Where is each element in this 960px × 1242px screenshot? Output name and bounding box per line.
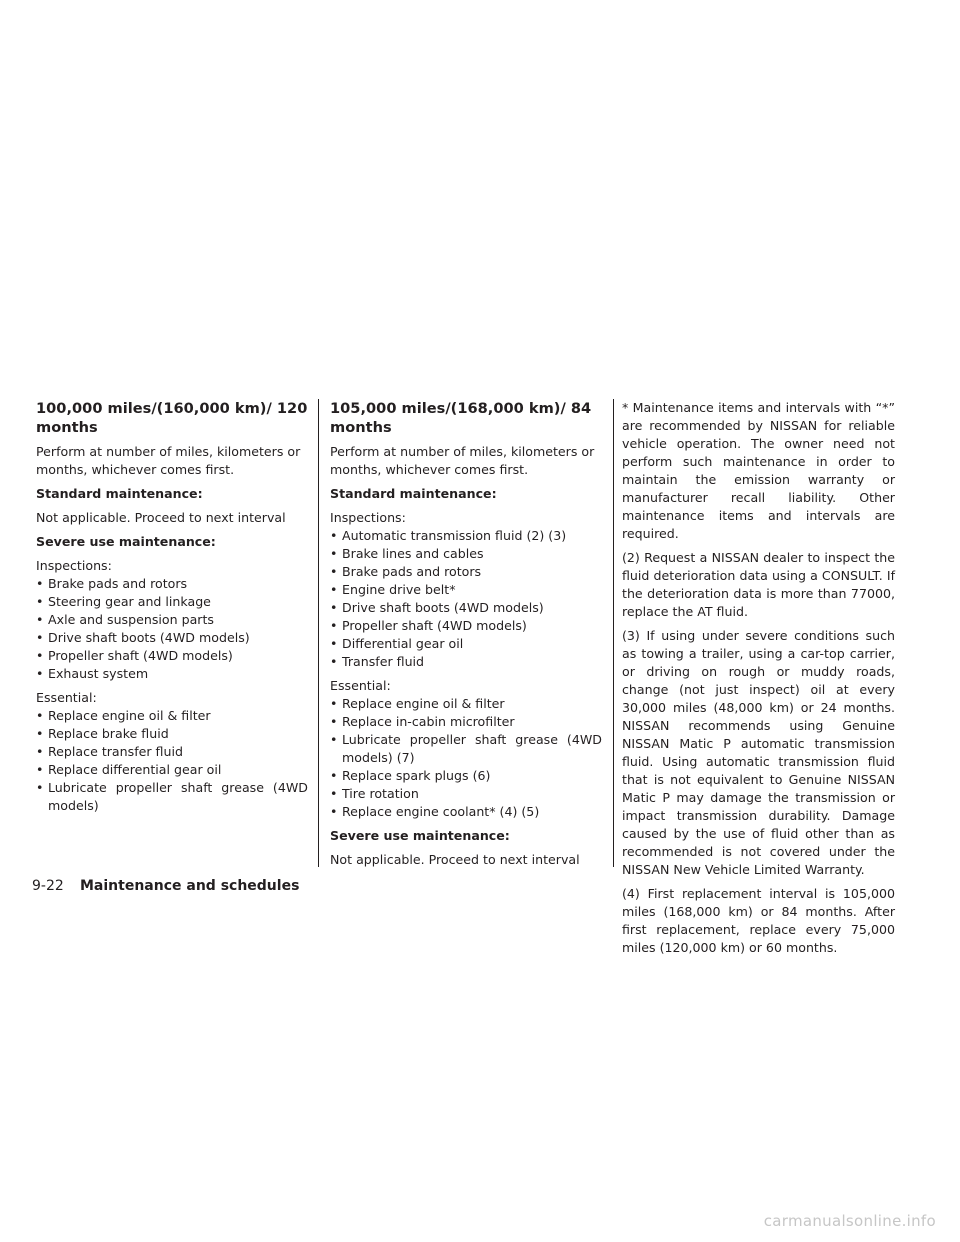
list-item: • Drive shaft boots (4WD models): [36, 629, 308, 647]
list-item: • Drive shaft boots (4WD models): [330, 599, 602, 617]
list-item: • Tire rotation: [330, 785, 602, 803]
standard-maintenance-label: Standard maintenance:: [36, 486, 203, 501]
essential-label: Essential:: [36, 690, 97, 705]
list-item: • Steering gear and linkage: [36, 593, 308, 611]
column-divider-2: [613, 399, 614, 867]
footnote-asterisk: * Maintenance items and intervals with “*” are recommended by NISSAN for reliable vehicle operation. The owner need not perform such maintenance in order to maintain the emission warranty or manufacturer recall liability. Other maintenance items and intervals are required.: [622, 400, 895, 541]
inspections-list: [36, 575, 308, 683]
list-item: • Replace engine oil & filter: [330, 695, 602, 713]
severe-maintenance-text: Not applicable. Proceed to next interval: [330, 852, 580, 867]
interval-heading: 105,000 miles/(168,000 km)/ 84 months: [330, 400, 592, 436]
list-item: • Automatic transmission fluid (2) (3): [330, 527, 602, 545]
list-item: • Brake pads and rotors: [36, 575, 308, 593]
list-item: • Replace brake fluid: [36, 725, 308, 743]
interval-heading: 100,000 miles/(160,000 km)/ 120 months: [36, 400, 308, 436]
list-item: • Replace differential gear oil: [36, 761, 308, 779]
column-100000-miles: [36, 399, 308, 821]
standard-maintenance-label: Standard maintenance:: [330, 486, 497, 501]
list-item: • Brake lines and cables: [330, 545, 602, 563]
footnote-3: (3) If using under severe conditions such as towing a trailer, using a car-top carrier, or driving on rough or muddy roads, change (not just inspect) oil at every 30,000 miles (48,000 km) or 24 months. NISSAN recommends using Genuine NISSAN Matic P automatic transmission fluid. Using automatic transmission fluid that is not equivalent to Genuine NISSAN Matic P may damage the transmission or impact transmission durability. Damage caused by the use of fluid other than as recommended is not covered under the NISSAN New Vehicle Limited Warranty.: [622, 628, 895, 877]
page-footer: [32, 876, 299, 896]
list-item: • Replace spark plugs (6): [330, 767, 602, 785]
footnote-4: (4) First replacement interval is 105,000 miles (168,000 km) or 84 months. After first replacement, replace every 75,000 miles (120,000 km) or 60 months.: [622, 886, 895, 955]
essential-label: Essential:: [330, 678, 391, 693]
column-105000-miles: [330, 399, 602, 875]
interval-intro: Perform at number of miles, kilometers or months, whichever comes first.: [36, 444, 301, 477]
essential-list: [36, 707, 308, 815]
severe-maintenance-label: Severe use maintenance:: [36, 534, 216, 549]
list-item: • Replace transfer fluid: [36, 743, 308, 761]
interval-intro: Perform at number of miles, kilometers or months, whichever comes first.: [330, 444, 595, 477]
list-item: • Replace in-cabin microfilter: [330, 713, 602, 731]
footnote-2: (2) Request a NISSAN dealer to inspect the fluid deterioration data using a CONSULT. If the deterioration data is more than 77000, replace the AT fluid.: [622, 550, 895, 619]
list-item: • Axle and suspension parts: [36, 611, 308, 629]
essential-list: [330, 695, 602, 821]
list-item: • Propeller shaft (4WD models): [330, 617, 602, 635]
watermark: carmanualsonline.info: [763, 1212, 936, 1230]
list-item: • Transfer fluid: [330, 653, 602, 671]
list-item: • Differential gear oil: [330, 635, 602, 653]
list-item: • Exhaust system: [36, 665, 308, 683]
inspections-list: [330, 527, 602, 671]
inspections-label: Inspections:: [330, 510, 406, 525]
list-item: • Replace engine coolant* (4) (5): [330, 803, 602, 821]
page-number: 9-22: [32, 878, 64, 894]
list-item: • Brake pads and rotors: [330, 563, 602, 581]
list-item: • Propeller shaft (4WD models): [36, 647, 308, 665]
list-item: • Lubricate propeller shaft grease (4WD models): [36, 779, 308, 815]
section-title: Maintenance and schedules: [80, 878, 300, 894]
standard-maintenance-text: Not applicable. Proceed to next interval: [36, 510, 286, 525]
list-item: • Lubricate propeller shaft grease (4WD models) (7): [330, 731, 602, 767]
inspections-label: Inspections:: [36, 558, 112, 573]
column-notes: [622, 399, 895, 963]
list-item: • Engine drive belt*: [330, 581, 602, 599]
severe-maintenance-label: Severe use maintenance:: [330, 828, 510, 843]
column-divider-1: [318, 399, 319, 867]
list-item: • Replace engine oil & filter: [36, 707, 308, 725]
